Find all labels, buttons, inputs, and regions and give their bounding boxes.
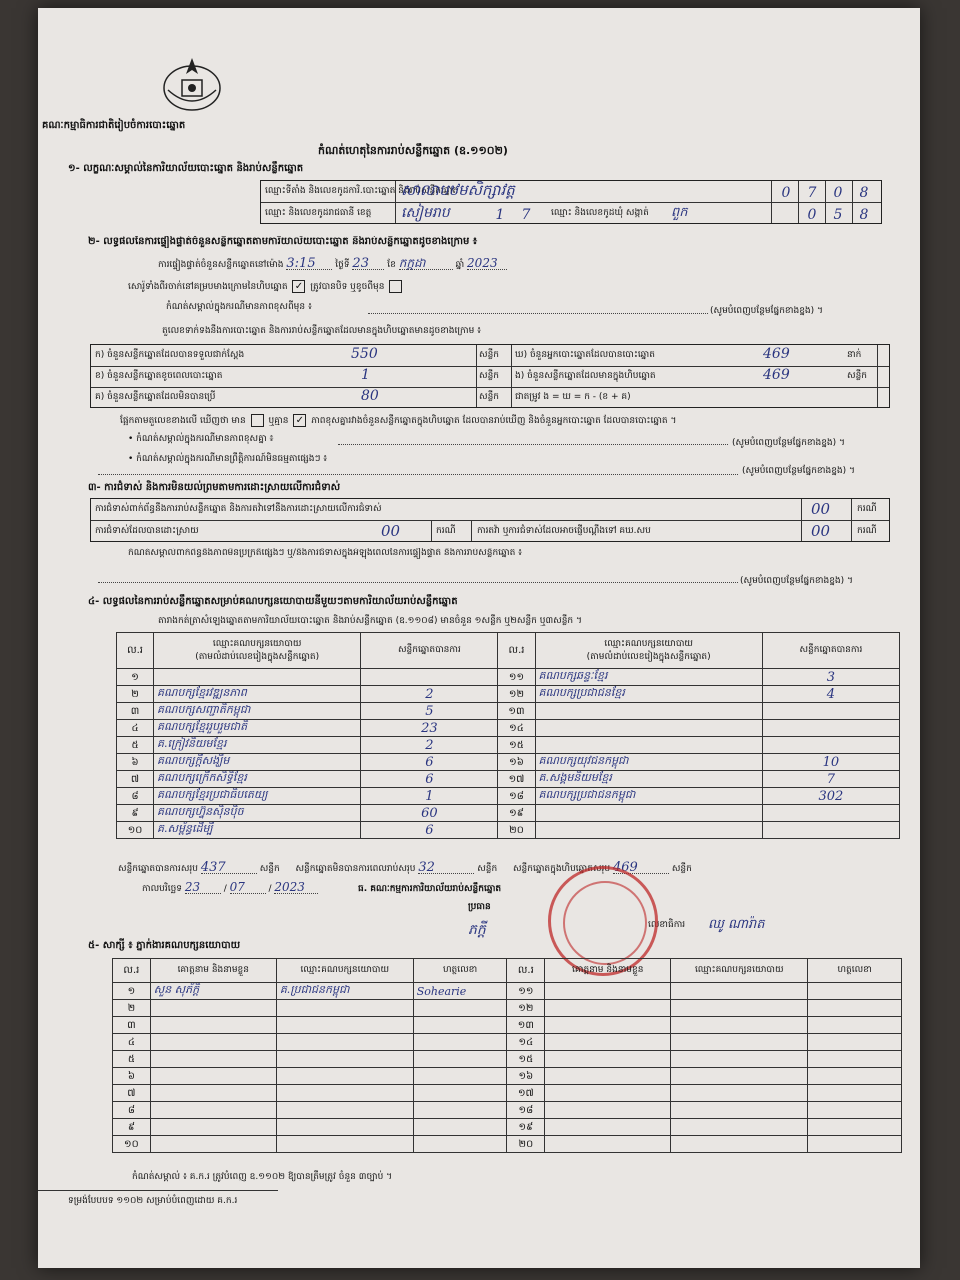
party-name: គណបក្សយុវជនកម្ពុជា: [535, 754, 762, 771]
secretary-label: លេខាធិការ: [648, 920, 686, 930]
d-value: 469: [763, 346, 790, 362]
s1-commune-digits: [799, 204, 877, 223]
witness-signature: [808, 983, 902, 1000]
table-row: [113, 1034, 902, 1051]
row-no: ៥: [113, 1051, 151, 1068]
difference-yes-checkbox[interactable]: [251, 414, 264, 427]
witness-name: [545, 983, 671, 1000]
s1-row2-digits: [487, 204, 539, 223]
witness-signature: [808, 1000, 902, 1017]
vote-count: [762, 720, 899, 737]
s2-check-text: ត្រូវបានបិទ ឬខូចពីមុន: [310, 282, 385, 292]
unit: សន្លឹក: [259, 864, 280, 874]
c-value: 80: [361, 388, 379, 404]
w-col-no: ល.រ: [113, 959, 151, 983]
col-votes-header: សន្លឹកឆ្នោតបានការ: [762, 633, 899, 669]
s3-table: [90, 498, 890, 542]
party-name: គណបក្សខ្មែរប្រជាធិបតេយ្យ: [154, 788, 361, 805]
row-no: ១៩: [498, 805, 535, 822]
table-row: [113, 1017, 902, 1034]
s1-row2-label: ឈ្មោះ និងលេខកូដរាជធានី ខេត្ត: [265, 208, 372, 218]
witness-name: [150, 1017, 276, 1034]
row-no: ២០: [498, 822, 535, 839]
table-row: [117, 822, 900, 839]
row-no: ១៧: [507, 1085, 545, 1102]
witness-party: [276, 1119, 413, 1136]
party-name: គណបក្សឆន្ទៈខ្មែរ: [535, 669, 762, 686]
table-row: [113, 1068, 902, 1085]
table-row: [117, 686, 900, 703]
vote-count: 6: [361, 822, 498, 839]
s1-row1-digits: [773, 182, 877, 201]
witness-name: [545, 1119, 671, 1136]
b-label: ខ) ចំនួនសន្លឹកឆ្នោតខូចពេលបោះឆ្នោត: [95, 371, 223, 381]
witness-signature: [808, 1017, 902, 1034]
b-value: 1: [361, 367, 370, 383]
witness-table: [112, 958, 902, 1153]
party-name: គណបក្សសញ្ជាតិកម្ពុជា: [154, 703, 361, 720]
row-no: ១៧: [498, 771, 535, 788]
row-no: ១៥: [507, 1051, 545, 1068]
party-name: [535, 822, 762, 839]
witness-signature: [413, 1034, 507, 1051]
row-no: ១៣: [507, 1017, 545, 1034]
party-name: [535, 805, 762, 822]
digit: 0: [807, 207, 817, 223]
witness-signature: [808, 1085, 902, 1102]
s2-bullet2: • កំណត់សម្គាល់ក្នុងករណីមានព្រឹត្តិការណ៍មិនធម្មតាផ្សេងៗ ៖: [128, 454, 328, 464]
s1-commune-label: ឈ្មោះ និងលេខកូដឃុំ សង្កាត់: [551, 208, 649, 218]
date-year: 2023: [274, 882, 318, 894]
row-no: ៤: [117, 720, 154, 737]
witness-party: [276, 1034, 413, 1051]
w-col-name: គោត្តនាម និងនាមខ្លួន: [545, 959, 671, 983]
col-votes-header: សន្លឹកឆ្នោតបានការ: [361, 633, 498, 669]
digit: 5: [833, 207, 843, 223]
witness-signature: [413, 1068, 507, 1085]
section1-title: ១- លក្ខណៈសម្គាល់នៃការិយាល័យបោះឆ្នោត និងរាប់សន្លឹកឆ្នោត: [68, 163, 304, 174]
s2-compare-opt: ឬគ្មាន: [268, 416, 289, 426]
w-col-name: គោត្តនាម និងនាមខ្លួន: [150, 959, 276, 983]
vote-count: 4: [762, 686, 899, 703]
table-row: [117, 788, 900, 805]
vote-count: 7: [762, 771, 899, 788]
vote-count: 302: [762, 788, 899, 805]
witness-name: [545, 1085, 671, 1102]
row-no: ១៥: [498, 737, 535, 754]
s3-row3-value: 00: [811, 522, 831, 540]
witness-signature: [808, 1119, 902, 1136]
unit: សន្លឹក: [477, 864, 498, 874]
digit: 0: [833, 185, 843, 201]
s2-seal-text: សោរ៉ូទាំងពីរចាក់នៅគម្របមាងក្រោមនៃហិបឆ្នោត: [128, 282, 288, 292]
witness-name: [150, 1000, 276, 1017]
digit: 8: [859, 207, 869, 223]
row-no: ៦: [117, 754, 154, 771]
section2-title: ២- លទ្ធផលនៃការផ្ទៀងផ្ទាត់ចំនួនសន្លឹកឆ្នោតតាមការិយាល័យបោះឆ្នោត និងរាប់សន្លឹកឆ្នោតដូចខាងក្រោម ៖: [88, 236, 478, 247]
s2-compare-tail: ភាពខុសគ្នារវាងចំនួនសន្លឹកឆ្នោតក្នុងហិបឆ្នោត ដែលបានរាប់ឃើញ និងចំនួនអ្នកបោះឆ្នោត ដែលបានបោះឆ្នោត ។: [311, 416, 677, 426]
party-name: គណបក្សក្តីសង្ឃឹម: [154, 754, 361, 771]
vote-count: 10: [762, 754, 899, 771]
s2-note-label: កំណត់សម្គាល់ក្នុងករណីមានភាពខុសពីមុន ៖: [166, 302, 312, 312]
s2-compare-text: ផ្អែកតាមតួលេខខាងលើ ឃើញថា មាន: [120, 416, 246, 426]
chair-label: ប្រធាន: [468, 902, 491, 912]
row-no: ៩: [113, 1119, 151, 1136]
witness-signature: [413, 1017, 507, 1034]
witness-name: [545, 1102, 671, 1119]
witness-signature: [413, 1136, 507, 1153]
valid-label: សន្លឹកឆ្នោតបានការសរុប: [118, 864, 198, 874]
party-name: គ.សម្ព័ន្ធដើម្បី: [154, 822, 361, 839]
row-no: ១៤: [507, 1034, 545, 1051]
unit: នាក់: [847, 350, 862, 360]
witness-party: [276, 1085, 413, 1102]
witness-name: [545, 1136, 671, 1153]
a-label: ក) ចំនួនសន្លឹកឆ្នោតដែលបានទទួលជាក់ស្តែង: [95, 350, 245, 360]
witness-signature: [413, 1051, 507, 1068]
row-no: ១៦: [498, 754, 535, 771]
row-no: ៨: [113, 1102, 151, 1119]
witness-name: [150, 1068, 276, 1085]
row-no: ១: [113, 983, 151, 1000]
invalid-value: 32: [418, 862, 474, 874]
witness-signature: [808, 1051, 902, 1068]
form-sheet: [38, 8, 920, 1268]
s4-totals: [118, 862, 898, 875]
witness-signature: [413, 1000, 507, 1017]
party-name: គណបក្សហ្វ៊ុនស៊ិនប៉ិច: [154, 805, 361, 822]
s1-row1-value: សាលាបឋមសិក្សាវត្ត: [401, 181, 515, 199]
org-name: គណៈកម្មាធិការជាតិរៀបចំការបោះឆ្នោត: [42, 120, 186, 131]
col-party-title: ឈ្មោះគណបក្សនយោបាយ: [212, 638, 302, 649]
nec-emblem-icon: [158, 50, 226, 118]
party-name: គណបក្សក្រើកសិទ្ធិខ្មែរ: [154, 771, 361, 788]
witness-party: [671, 1136, 808, 1153]
party-name: គ.សង្គមនិយមខ្មែរ: [535, 771, 762, 788]
date-month: 07: [230, 882, 266, 894]
row-no: ១១: [507, 983, 545, 1000]
witness-party: [671, 1000, 808, 1017]
table-row: [113, 1051, 902, 1068]
s2-month: កក្កដា: [399, 258, 453, 270]
footer-text: ទម្រង់បែបបទ ១១០២ សម្រាប់បំពេញដោយ គ.ក.រ: [68, 1196, 238, 1206]
digit: 1: [495, 207, 505, 223]
digit: 7: [521, 207, 531, 223]
unit: សន្លឹក: [479, 350, 499, 360]
vote-count: [762, 805, 899, 822]
witness-signature: [808, 1136, 902, 1153]
s3-row3-label: ការតវ៉ា ឬការជំទាស់ដែលអាចផ្ញើបណ្តឹងទៅ គឃ.សប: [477, 526, 651, 536]
unit: សន្លឹក: [479, 392, 499, 402]
table-row: [113, 1136, 902, 1153]
party-name: គណបក្សប្រជាជនកម្ពុជា: [535, 788, 762, 805]
row-no: ១១: [498, 669, 535, 686]
witness-party: [671, 1119, 808, 1136]
w-col-party: ឈ្មោះគណបក្សនយោបាយ: [671, 959, 808, 983]
table-row: [117, 720, 900, 737]
s2-time: 3:15: [286, 258, 332, 270]
s3-row1-label: ការជំទាស់ពាក់ព័ន្ធនឹងការរាប់សន្លឹកឆ្នោត និងការតវ៉ាទៅនឹងការដោះស្រាយលើការជំទាស់: [95, 504, 382, 514]
row-no: ៦: [113, 1068, 151, 1085]
witness-party: [276, 1051, 413, 1068]
row-no: ១២: [498, 686, 535, 703]
s2-count-table: [90, 344, 890, 408]
unit: ករណី: [436, 526, 456, 536]
date-day: 23: [185, 882, 221, 894]
witness-name: [545, 1017, 671, 1034]
witness-signature: [413, 1102, 507, 1119]
committee-label: ធ. គណៈកម្មការការិយាល័យរាប់សន្លឹកឆ្នោត: [358, 884, 502, 894]
col-party-title: ឈ្មោះគណបក្សនយោបាយ: [604, 638, 693, 649]
s3-note-line: [98, 582, 738, 583]
row-no: ២: [117, 686, 154, 703]
col-party-header: [535, 633, 762, 669]
s2-fill-note: (សូមបំពេញបន្ថែមផ្នែកខាងខ្នង) ។: [710, 306, 823, 316]
s2-fill-note: (សូមបំពេញបន្ថែមផ្នែកខាងខ្នង) ។: [742, 466, 855, 476]
section5-title: ៥- សាក្សី ៖ ភ្នាក់ងារគណបក្សនយោបាយ: [88, 940, 241, 951]
party-name: គណបក្សខ្មែរវឌ្ឍនភាព: [154, 686, 361, 703]
party-name: គ.ក្រៀវនិយមខ្មែរ: [154, 737, 361, 754]
c-label: គ) ចំនួនសន្លឹកឆ្នោតដែលមិនបានប្រើ: [95, 392, 216, 402]
table-row: [117, 703, 900, 720]
row-no: ១៦: [507, 1068, 545, 1085]
s2-bullet2-line: [98, 474, 738, 475]
difference-no-checkbox[interactable]: ✓: [293, 414, 306, 427]
party-name: [535, 737, 762, 754]
witness-party: [671, 1102, 808, 1119]
digit: 7: [807, 185, 817, 201]
col-no-header: ល.រ: [498, 633, 535, 669]
e-value: 469: [763, 367, 790, 383]
witness-name: [150, 1102, 276, 1119]
witness-party: [671, 1085, 808, 1102]
witness-party: [671, 1051, 808, 1068]
s2-intro-text: ការផ្ទៀងផ្ទាត់ចំនួនសន្លឹកឆ្នោតនៅម៉ោង: [158, 260, 284, 270]
row-no: ៧: [113, 1085, 151, 1102]
d-label: ឃ) ចំនួនអ្នកបោះឆ្នោតដែលបានបោះឆ្នោត: [515, 350, 655, 360]
table-row: [113, 983, 902, 1000]
row-no: ៥: [117, 737, 154, 754]
s2-compare: [120, 414, 900, 427]
witness-signature: [808, 1102, 902, 1119]
party-results-table: [116, 632, 900, 839]
witness-party: [276, 1068, 413, 1085]
w-col-party: ឈ្មោះគណបក្សនយោបាយ: [276, 959, 413, 983]
table-row: [117, 805, 900, 822]
vote-count: 2: [361, 686, 498, 703]
party-name: [535, 703, 762, 720]
vote-count: [361, 669, 498, 686]
unit: ករណី: [857, 504, 877, 514]
vote-count: [762, 737, 899, 754]
row-no: ៣: [113, 1017, 151, 1034]
witness-signature: [808, 1034, 902, 1051]
witness-party: [671, 983, 808, 1000]
s2-fill-note: (សូមបំពេញបន្ថែមផ្នែកខាងខ្នង) ។: [732, 438, 845, 448]
seal-broken-checkbox[interactable]: [389, 280, 402, 293]
row-no: ៣: [117, 703, 154, 720]
s3-note: កំណត់សម្គាល់ពាក់ព័ន្ធនឹងភាពមិនប្រក្រតីផ្សេងៗ ឬ/និងការជំទាស់ក្នុងអំឡុងពេលនៃការផ្ទៀងផ្ទាត់ និងការរាប់សន្លឹកឆ្នោត ៖: [128, 548, 523, 558]
section3-title: ៣- ការជំទាស់ និងការមិនយល់ព្រមតាមការដោះស្រាយលើការជំទាស់: [88, 482, 341, 493]
table-row: [113, 1000, 902, 1017]
witness-name: សួន សុភ័ក្តិ: [150, 983, 276, 1000]
col-party-sub: (តាមលំដាប់លេខរៀងក្នុងសន្លឹកឆ្នោត): [586, 651, 711, 662]
s5-note: កំណត់សម្គាល់ ៖ គ.ក.រ ត្រូវបំពេញ ឧ.១១០២ ឱ្យបានត្រឹមត្រូវ ចំនួន ៣ច្បាប់ ។: [132, 1172, 393, 1182]
invalid-label: សន្លឹកឆ្នោតមិនបានការពេលរាប់សរុប: [295, 864, 416, 874]
secretary-name: ឈូ ណារ៉ាត: [708, 917, 765, 932]
date-label: កាលបរិច្ឆេទ: [142, 884, 182, 894]
witness-name: [545, 1034, 671, 1051]
party-name: គណបក្សខ្មែររួបរួមជាតិ: [154, 720, 361, 737]
witness-party: [276, 1017, 413, 1034]
table-row: [113, 1102, 902, 1119]
witness-name: [150, 1034, 276, 1051]
row-no: ១០: [117, 822, 154, 839]
seal-intact-checkbox[interactable]: ✓: [292, 280, 305, 293]
witness-signature: Sohearie: [413, 983, 507, 1000]
witness-name: [545, 1051, 671, 1068]
s4-date: កាលបរិច្ឆេទ 23 / 07 / 2023: [142, 882, 318, 895]
w-col-no: ល.រ: [507, 959, 545, 983]
vote-count: 1: [361, 788, 498, 805]
s3-row1-value: 00: [811, 500, 831, 518]
s3-row2-value: 00: [381, 522, 401, 540]
s2-note-line: [368, 313, 708, 314]
row-no: ៨: [117, 788, 154, 805]
vote-count: 5: [361, 703, 498, 720]
witness-party: [276, 1136, 413, 1153]
table-row: [117, 771, 900, 788]
party-name: គណបក្សប្រជាជនខ្មែរ: [535, 686, 762, 703]
s4-intro: តារាងកត់ត្រាសំឡេងឆ្នោតតាមការិយាល័យបោះឆ្នោត និងរាប់សន្លឹកឆ្នោត (ឧ.១១០៨) មានចំនួន ១សន្លឹក ឬ២សន្លឹក ឬ៣សន្លឹក ។: [158, 616, 582, 626]
row-no: ១២: [507, 1000, 545, 1017]
witness-name: [150, 1085, 276, 1102]
row-no: ១៨: [498, 788, 535, 805]
row-no: ១០: [113, 1136, 151, 1153]
s2-seal-line: [128, 280, 404, 293]
section1-table: [260, 180, 882, 224]
witness-party: [276, 1000, 413, 1017]
vote-count: 2: [361, 737, 498, 754]
table-row: [113, 1119, 902, 1136]
witness-party: [276, 1102, 413, 1119]
w-col-sign: ហត្ថលេខា: [413, 959, 507, 983]
unit: សន្លឹក: [847, 371, 867, 381]
e-label: ង) ចំនួនសន្លឹកឆ្នោតដែលមានក្នុងហិបឆ្នោត: [515, 371, 656, 381]
witness-party: គ.ប្រជាជនកម្ពុជា: [276, 983, 413, 1000]
witness-name: [150, 1136, 276, 1153]
s2-bullet1-line: [338, 444, 728, 445]
vote-count: 23: [361, 720, 498, 737]
s2-year: 2023: [467, 258, 507, 270]
col-no-header: ល.រ: [117, 633, 154, 669]
table-row: [117, 669, 900, 686]
party-name: [154, 669, 361, 686]
section4-title: ៤- លទ្ធផលនៃការរាប់សន្លឹកឆ្នោតសម្រាប់គណបក្សនយោបាយនីមួយៗតាមការិយាល័យរាប់សន្លឹកឆ្នោត: [88, 596, 458, 607]
row-no: ៩: [117, 805, 154, 822]
row-no: ១: [117, 669, 154, 686]
digit: 8: [859, 185, 869, 201]
table-row: [113, 1085, 902, 1102]
chair-name: ភក្តី: [468, 922, 486, 938]
unit: សន្លឹក: [671, 864, 692, 874]
s1-commune-value: ពួក: [671, 205, 688, 220]
unit: សន្លឹក: [479, 371, 499, 381]
valid-value: 437: [201, 862, 257, 874]
s1-row2-value: សៀមរាប: [401, 205, 450, 221]
s2-day: 23: [352, 258, 384, 270]
table-row: [117, 737, 900, 754]
s2-bullet1: • កំណត់សម្គាល់ក្នុងករណីមានភាពខុសគ្នា ៖: [128, 434, 274, 444]
a-value: 550: [351, 346, 378, 362]
row-no: ៧: [117, 771, 154, 788]
vote-count: 6: [361, 754, 498, 771]
s2-numbers-intro: តួលេខទាក់ទងនឹងការបោះឆ្នោត និងការរាប់សន្លឹកឆ្នោតដែលមានក្នុងហិបឆ្នោតមានដូចខាងក្រោម ៖: [162, 326, 482, 336]
row-no: ៤: [113, 1034, 151, 1051]
col-party-sub: (តាមលំដាប់លេខរៀងក្នុងសន្លឹកឆ្នោត): [195, 651, 320, 662]
witness-party: [671, 1034, 808, 1051]
witness-name: [545, 1000, 671, 1017]
row-no: ២០: [507, 1136, 545, 1153]
unit: ករណី: [857, 526, 877, 536]
witness-signature: [413, 1085, 507, 1102]
vote-count: 60: [361, 805, 498, 822]
s3-fill-note: (សូមបំពេញបន្ថែមផ្នែកខាងខ្នង) ។: [740, 576, 853, 586]
s3-row2-label: ការជំទាស់ដែលបានដោះស្រាយ: [95, 526, 199, 536]
w-col-sign: ហត្ថលេខា: [808, 959, 902, 983]
witness-name: [545, 1068, 671, 1085]
witness-name: [150, 1119, 276, 1136]
vote-count: 3: [762, 669, 899, 686]
total-value: 469: [613, 862, 669, 874]
witness-name: [150, 1051, 276, 1068]
witness-party: [671, 1017, 808, 1034]
row-no: ១៨: [507, 1102, 545, 1119]
vote-count: 6: [361, 771, 498, 788]
vote-count: [762, 822, 899, 839]
row-no: ១៣: [498, 703, 535, 720]
row-no: ១៤: [498, 720, 535, 737]
row-no: ២: [113, 1000, 151, 1017]
party-name: [535, 720, 762, 737]
form-title: កំណត់ហេតុនៃការរាប់សន្លឹកឆ្នោត (ឧ.១១០២): [318, 144, 508, 157]
s1-row1-label: ឈ្មោះទីតាំង និងលេខកូដការិ.បោះឆ្នោត និងរាប់សន្លឹកឆ្នោត: [265, 186, 459, 196]
table-row: [117, 754, 900, 771]
footer-rule: [38, 1190, 278, 1191]
col-party-header: [154, 633, 361, 669]
vote-count: [762, 703, 899, 720]
s2-intro: ការផ្ទៀងផ្ទាត់ចំនួនសន្លឹកឆ្នោតនៅម៉ោង 3:15 ថ្ងៃទី 23 ខែ កក្កដា ឆ្នាំ 2023: [158, 258, 507, 271]
total-label: សន្លឹកឆ្នោតក្នុងហិបឆ្នោតសរុប: [512, 864, 611, 874]
witness-party: [671, 1068, 808, 1085]
witness-signature: [808, 1068, 902, 1085]
digit: 0: [781, 185, 791, 201]
row-no: ១៩: [507, 1119, 545, 1136]
witness-signature: [413, 1119, 507, 1136]
f-label: ជាតម្រូវ ង = ឃ = ក - (ខ + គ): [515, 392, 631, 402]
